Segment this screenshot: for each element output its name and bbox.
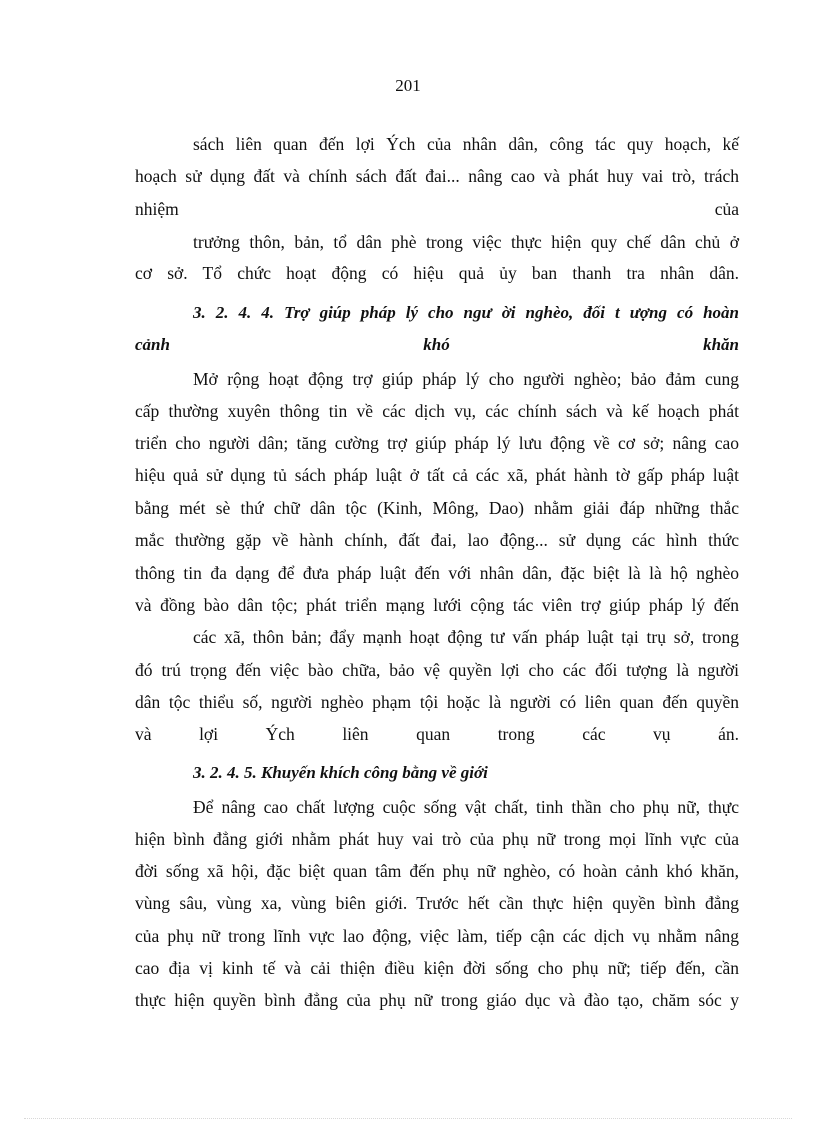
paragraph-line: thực hiện quyền bình đẳng của phụ nữ trong giáo dục và đào tạo, chăm sóc y [135,990,739,1010]
paragraph-line: hiện bình đẳng giới nhằm phát huy vai trò của phụ nữ trong mọi lĩnh vực của [135,829,739,849]
paragraph-line: và đồng bào dân tộc; phát triển mạng lưới cộng tác viên trợ giúp pháp lý đến [135,595,739,615]
paragraph-line: hiệu quả sử dụng tủ sách pháp luật ở tất cả các xã, phát hành tờ gấp pháp luật [135,465,739,485]
section-heading-line: 3. 2. 4. 4. Trợ giúp pháp lý cho ngư ời nghèo, đối t ượng có hoàn [193,303,739,322]
paragraph-line: đời sống xã hội, đặc biệt quan tâm đến phụ nữ nghèo, có hoàn cảnh khó khăn, [135,861,739,881]
paragraph-line: sách liên quan đến lợi Ých của nhân dân, công tác quy hoạch, kế [193,134,739,154]
paragraph-line: vùng sâu, vùng xa, vùng biên giới. Trước hết cần thực hiện quyền bình đẳng [135,893,739,913]
paragraph-line: Mở rộng hoạt động trợ giúp pháp lý cho người nghèo; bảo đảm cung [193,369,739,389]
section-heading-line: cảnh khó khăn [135,335,739,354]
paragraph-line: nhiệm của [135,199,739,219]
paragraph-line: triển cho người dân; tăng cường trợ giúp pháp lý lưu động về cơ sở; nâng cao [135,433,739,453]
paragraph-line: của phụ nữ trong lĩnh vực lao động, việc làm, tiếp cận các dịch vụ nhằm nâng [135,926,739,946]
page-bottom-divider [24,1118,792,1119]
paragraph-line: thông tin đa dạng để đưa pháp luật đến với nhân dân, đặc biệt là là hộ nghèo [135,563,739,583]
paragraph-line: cao địa vị kinh tế và cải thiện điều kiện đời sống cho phụ nữ; tiếp đến, cần [135,958,739,978]
paragraph-line: mắc thường gặp về hành chính, đất đai, lao động... sử dụng các hình thức [135,530,739,550]
paragraph-line: cấp thường xuyên thông tin về các dịch vụ, các chính sách và kế hoạch phát [135,401,739,421]
paragraph-line: dân tộc thiểu số, người nghèo phạm tội hoặc là người có liên quan đến quyền [135,692,739,712]
paragraph-line: đó trú trọng đến việc bào chữa, bảo vệ quyền lợi cho các đối tượng là người [135,660,739,680]
paragraph-line: các xã, thôn bản; đẩy mạnh hoạt động tư vấn pháp luật tại trụ sở, trong [193,627,739,647]
paragraph-line: cơ sở. Tổ chức hoạt động có hiệu quả ủy ban thanh tra nhân dân. [135,263,739,283]
paragraph-line: bằng mét sè thứ chữ dân tộc (Kinh, Mông, Dao) nhằm giải đáp những thắc [135,498,739,518]
page-number: 201 [395,76,421,95]
section-heading-line: 3. 2. 4. 5. Khuyến khích công bằng về giới [193,763,488,782]
paragraph-line: Để nâng cao chất lượng cuộc sống vật chất, tinh thần cho phụ nữ, thực [193,797,739,817]
paragraph-line: trưởng thôn, bản, tổ dân phè trong việc thực hiện quy chế dân chủ ở [193,232,739,252]
paragraph-line: và lợi Ých liên quan trong các vụ án. [135,724,739,744]
paragraph-line: hoạch sử dụng đất và chính sách đất đai... nâng cao và phát huy vai trò, trách [135,166,739,186]
